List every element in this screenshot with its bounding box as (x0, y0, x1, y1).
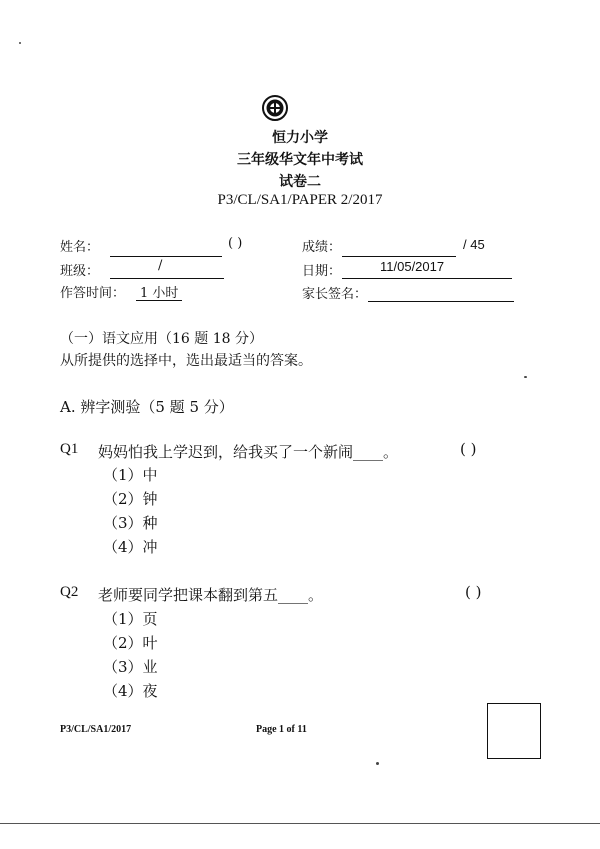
scan-speck (19, 42, 21, 44)
option-4[interactable]: （4）冲 (103, 538, 158, 556)
name-line[interactable] (110, 256, 222, 257)
parent-signature-line[interactable] (368, 301, 514, 302)
time-label: 作答时间： (60, 286, 126, 301)
scan-speck (524, 376, 527, 378)
school-name: 恒力小学 (272, 130, 328, 146)
option-3[interactable]: （3）业 (103, 658, 158, 676)
question-text: 老师要同学把课本翻到第五____。 (98, 586, 324, 604)
section-title: （一）语文应用（16 题 18 分） (60, 331, 263, 347)
scan-speck (376, 762, 379, 765)
name-label: 姓名： (60, 240, 100, 255)
option-2[interactable]: （2）钟 (103, 490, 158, 508)
score-box[interactable] (487, 703, 541, 759)
date-line (342, 278, 512, 279)
score-label: 成绩： (302, 240, 342, 255)
answer-paren[interactable]: ( ) (465, 583, 482, 601)
option-4[interactable]: （4）夜 (103, 682, 158, 700)
scan-edge-line (0, 823, 600, 824)
class-line[interactable] (110, 278, 224, 279)
time-line (136, 300, 182, 301)
part-a-title: A. 辨字测验（5 题 5 分） (60, 398, 234, 416)
section-instruction: 从所提供的选择中，选出最适当的答案。 (60, 353, 312, 369)
paper-code: P3/CL/SA1/PAPER 2/2017 (217, 192, 383, 208)
score-total: / 45 (463, 237, 485, 252)
score-line[interactable] (342, 256, 456, 257)
question-text: 妈妈怕我上学迟到，给我买了一个新闹____。 (98, 443, 399, 461)
option-1[interactable]: （1）页 (103, 610, 158, 628)
date-value: 11/05/2017 (380, 259, 445, 274)
page-number: Page 1 of 11 (256, 724, 307, 735)
answer-paren[interactable]: ( ) (460, 440, 477, 458)
option-1[interactable]: （1）中 (103, 466, 158, 484)
class-value: / (158, 258, 163, 273)
time-value: 1 小时 (140, 286, 179, 301)
name-paren: ( ) (228, 236, 243, 251)
question-number: Q2 (60, 584, 79, 600)
question-number: Q1 (60, 441, 79, 457)
parent-signature-label: 家长签名： (302, 287, 368, 302)
class-label: 班级： (60, 264, 100, 279)
date-label: 日期： (302, 264, 342, 279)
exam-title: 三年级华文年中考试 (237, 152, 363, 168)
footer-code: P3/CL/SA1/2017 (60, 724, 132, 735)
school-logo-icon (262, 95, 288, 121)
option-2[interactable]: （2）叶 (103, 634, 158, 652)
option-3[interactable]: （3）种 (103, 514, 158, 532)
paper-title: 试卷二 (279, 174, 321, 190)
